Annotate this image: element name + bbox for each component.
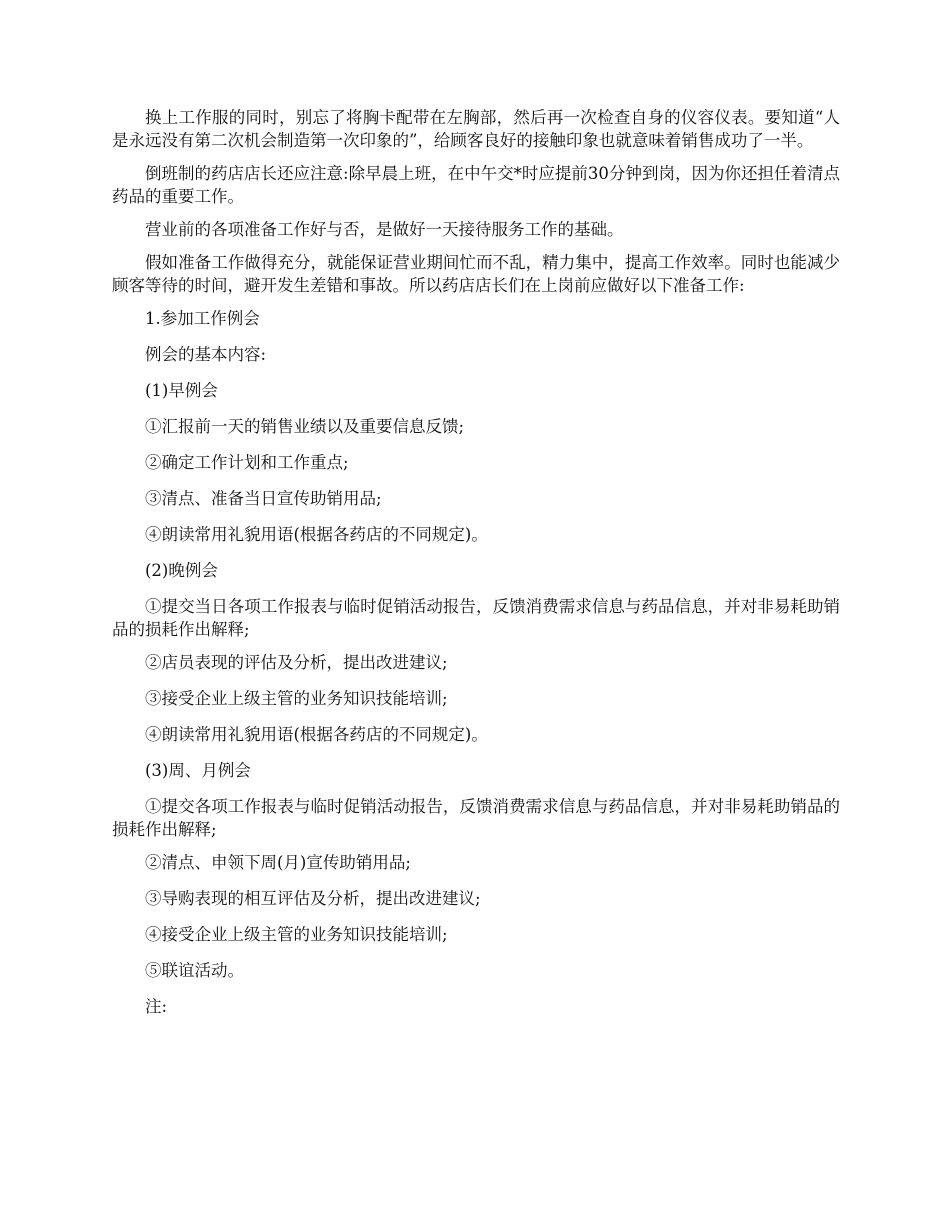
list-item: ②确定工作计划和工作重点; [145,453,349,472]
meeting-content-label: 例会的基本内容: [145,345,267,364]
document-body [112,106,840,1031]
heading-weekly-monthly-meeting: (3)周、月例会 [145,761,251,780]
list-item: ①提交各项工作报表与临时促销活动报告，反馈消费需求信息与药品信息，并对非易耗助销品的损耗作出解释; [112,797,840,839]
list-item: ③接受企业上级主管的业务知识技能培训; [145,689,448,708]
paragraph-uniform-check: 换上工作服的同时，别忘了将胸卡配带在左胸部，然后再一次检查自身的仪容仪表。要知道“人是永远没有第二次机会制造第一次印象的”，给顾客良好的接触印象也就意味着销售成功了一半。 [112,108,840,150]
heading-work-meeting: 1.参加工作例会 [145,309,260,328]
heading-evening-meeting: (2)晚例会 [145,561,218,580]
list-item: ③清点、准备当日宣传助销用品; [145,489,382,508]
paragraph-preparation-benefit: 假如准备工作做得充分，就能保证营业期间忙而不乱，精力集中，提高工作效率。同时也能减少顾客等待的时间，避开发生差错和事故。所以药店店长们在上岗前应做好以下准备工作: [112,253,840,295]
list-item: ③导购表现的相互评估及分析，提出改进建议; [145,889,481,908]
list-item: ④朗读常用礼貌用语(根据各药店的不同规定)。 [145,725,488,744]
paragraph-shift-manager: 倒班制的药店店长还应注意:除早晨上班，在中午交*时应提前30分钟到岗，因为你还担任着清点药品的重要工作。 [112,164,840,206]
list-item: ②店员表现的评估及分析，提出改进建议; [145,653,448,672]
list-item: ⑤联谊活动。 [145,961,244,980]
note-label: 注: [145,997,168,1016]
list-item: ④接受企业上级主管的业务知识技能培训; [145,925,448,944]
list-item: ①提交当日各项工作报表与临时促销活动报告，反馈消费需求信息与药品信息，并对非易耗助销品的损耗作出解释; [112,597,840,639]
heading-morning-meeting: (1)早例会 [145,381,218,400]
list-item: ①汇报前一天的销售业绩以及重要信息反馈; [145,417,465,436]
list-item: ②清点、申领下周(月)宣传助销用品; [145,853,411,872]
list-item: ④朗读常用礼貌用语(根据各药店的不同规定)。 [145,525,488,544]
paragraph-preparation-basis: 营业前的各项准备工作好与否，是做好一天接待服务工作的基础。 [145,220,624,239]
